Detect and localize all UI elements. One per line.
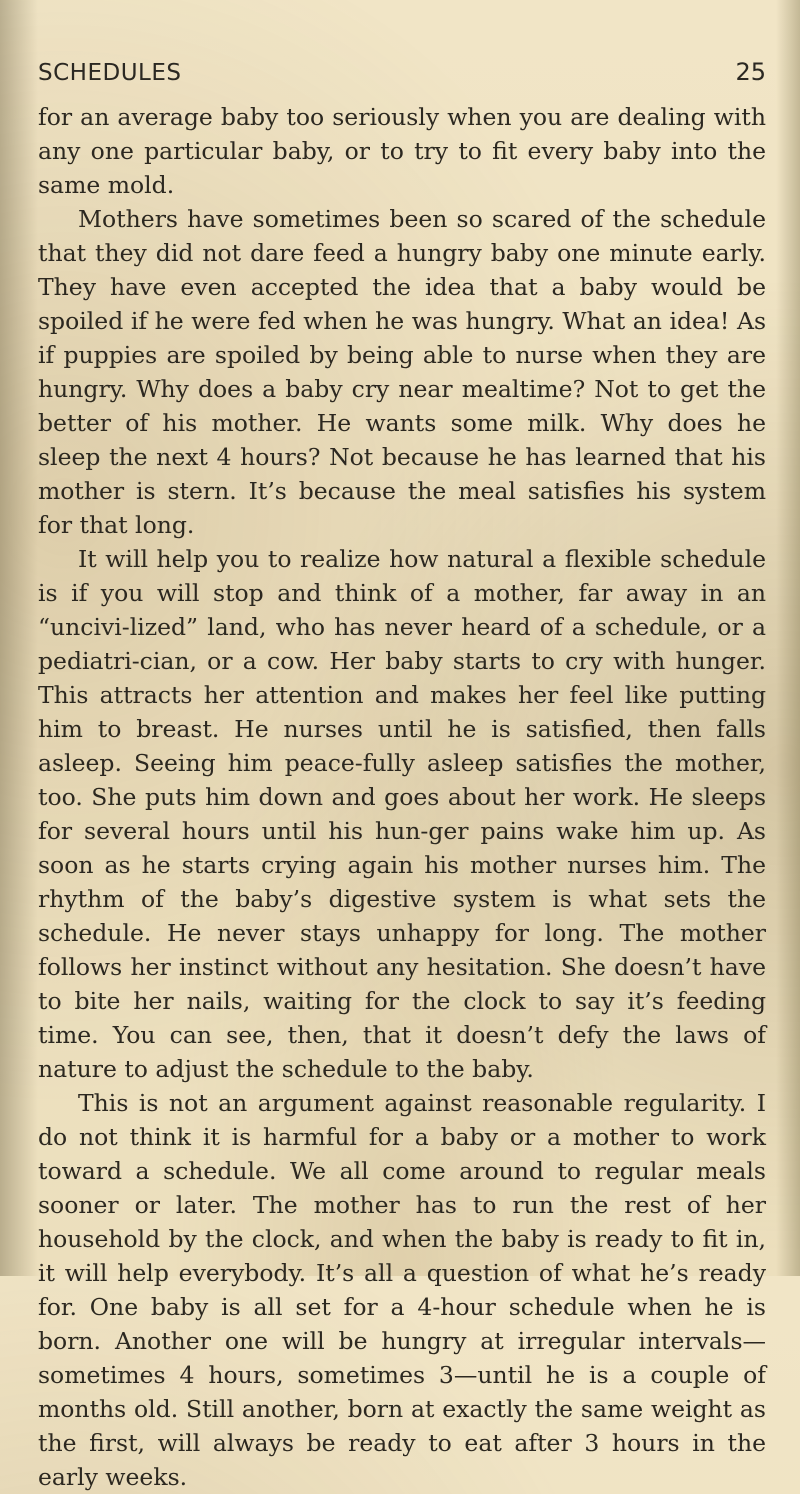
book-page [38,58,766,1494]
page-gutter-shadow [0,0,38,1276]
paragraph: This is not an argument against reasonable regularity. I do not think it is harmful for a baby or a mother to work toward a schedule. We all come around to regular meals sooner or later. The mother has to run the rest of her household by the clock, and when the baby is ready to fit in, it will help everybody. It’s all a question of what he’s ready for. One baby is all set for a 4-hour schedule when he is born. Another one will be hungry at irregular intervals—sometimes 4 hours, sometimes 3—until he is a couple of months old. Still another, born at exactly the same weight as the first, will always be ready to eat after 3 hours in the early weeks. [38,1089,766,1491]
page-header [38,58,766,98]
paragraph: for an average baby too seriously when you are dealing with any one particular baby, or to try to fit every baby into the same mold. [38,103,766,199]
page-number: 25 [735,58,766,86]
page-edge-shadow [776,0,800,1276]
paragraph: It will help you to realize how natural a flexible schedule is if you will stop and think of a mother, far away in an “uncivi-lized” land, who has never heard of a schedule, or a pediatri-cian, or a cow. Her baby starts to cry with hunger. This attracts her attention and makes her feel like putting him to breast. He nurses until he is satisfied, then falls asleep. Seeing him peace-fully asleep satisfies the mother, too. She puts him down and goes about her work. He sleeps for several hours until his hun-ger pains wake him up. As soon as he starts crying again his mother nurses him. The rhythm of the baby’s digestive system is what sets the schedule. He never stays unhappy for long. The mother follows her instinct without any hesitation. She doesn’t have to bite her nails, waiting for the clock to say it’s feeding time. You can see, then, that it doesn’t defy the laws of nature to adjust the schedule to the baby. [38,545,766,1083]
running-head: SCHEDULES [38,60,182,86]
paragraph: Mothers have sometimes been so scared of the schedule that they did not dare feed a hungry baby one minute early. They have even accepted the idea that a baby would be spoiled if he were fed when he was hungry. What an idea! As if puppies are spoiled by being able to nurse when they are hungry. Why does a baby cry near mealtime? Not to get the better of his mother. He wants some milk. Why does he sleep the next 4 hours? Not because he has learned that his mother is stern. It’s because the meal satisfies his system for that long. [38,205,766,539]
body-text [38,100,766,1494]
